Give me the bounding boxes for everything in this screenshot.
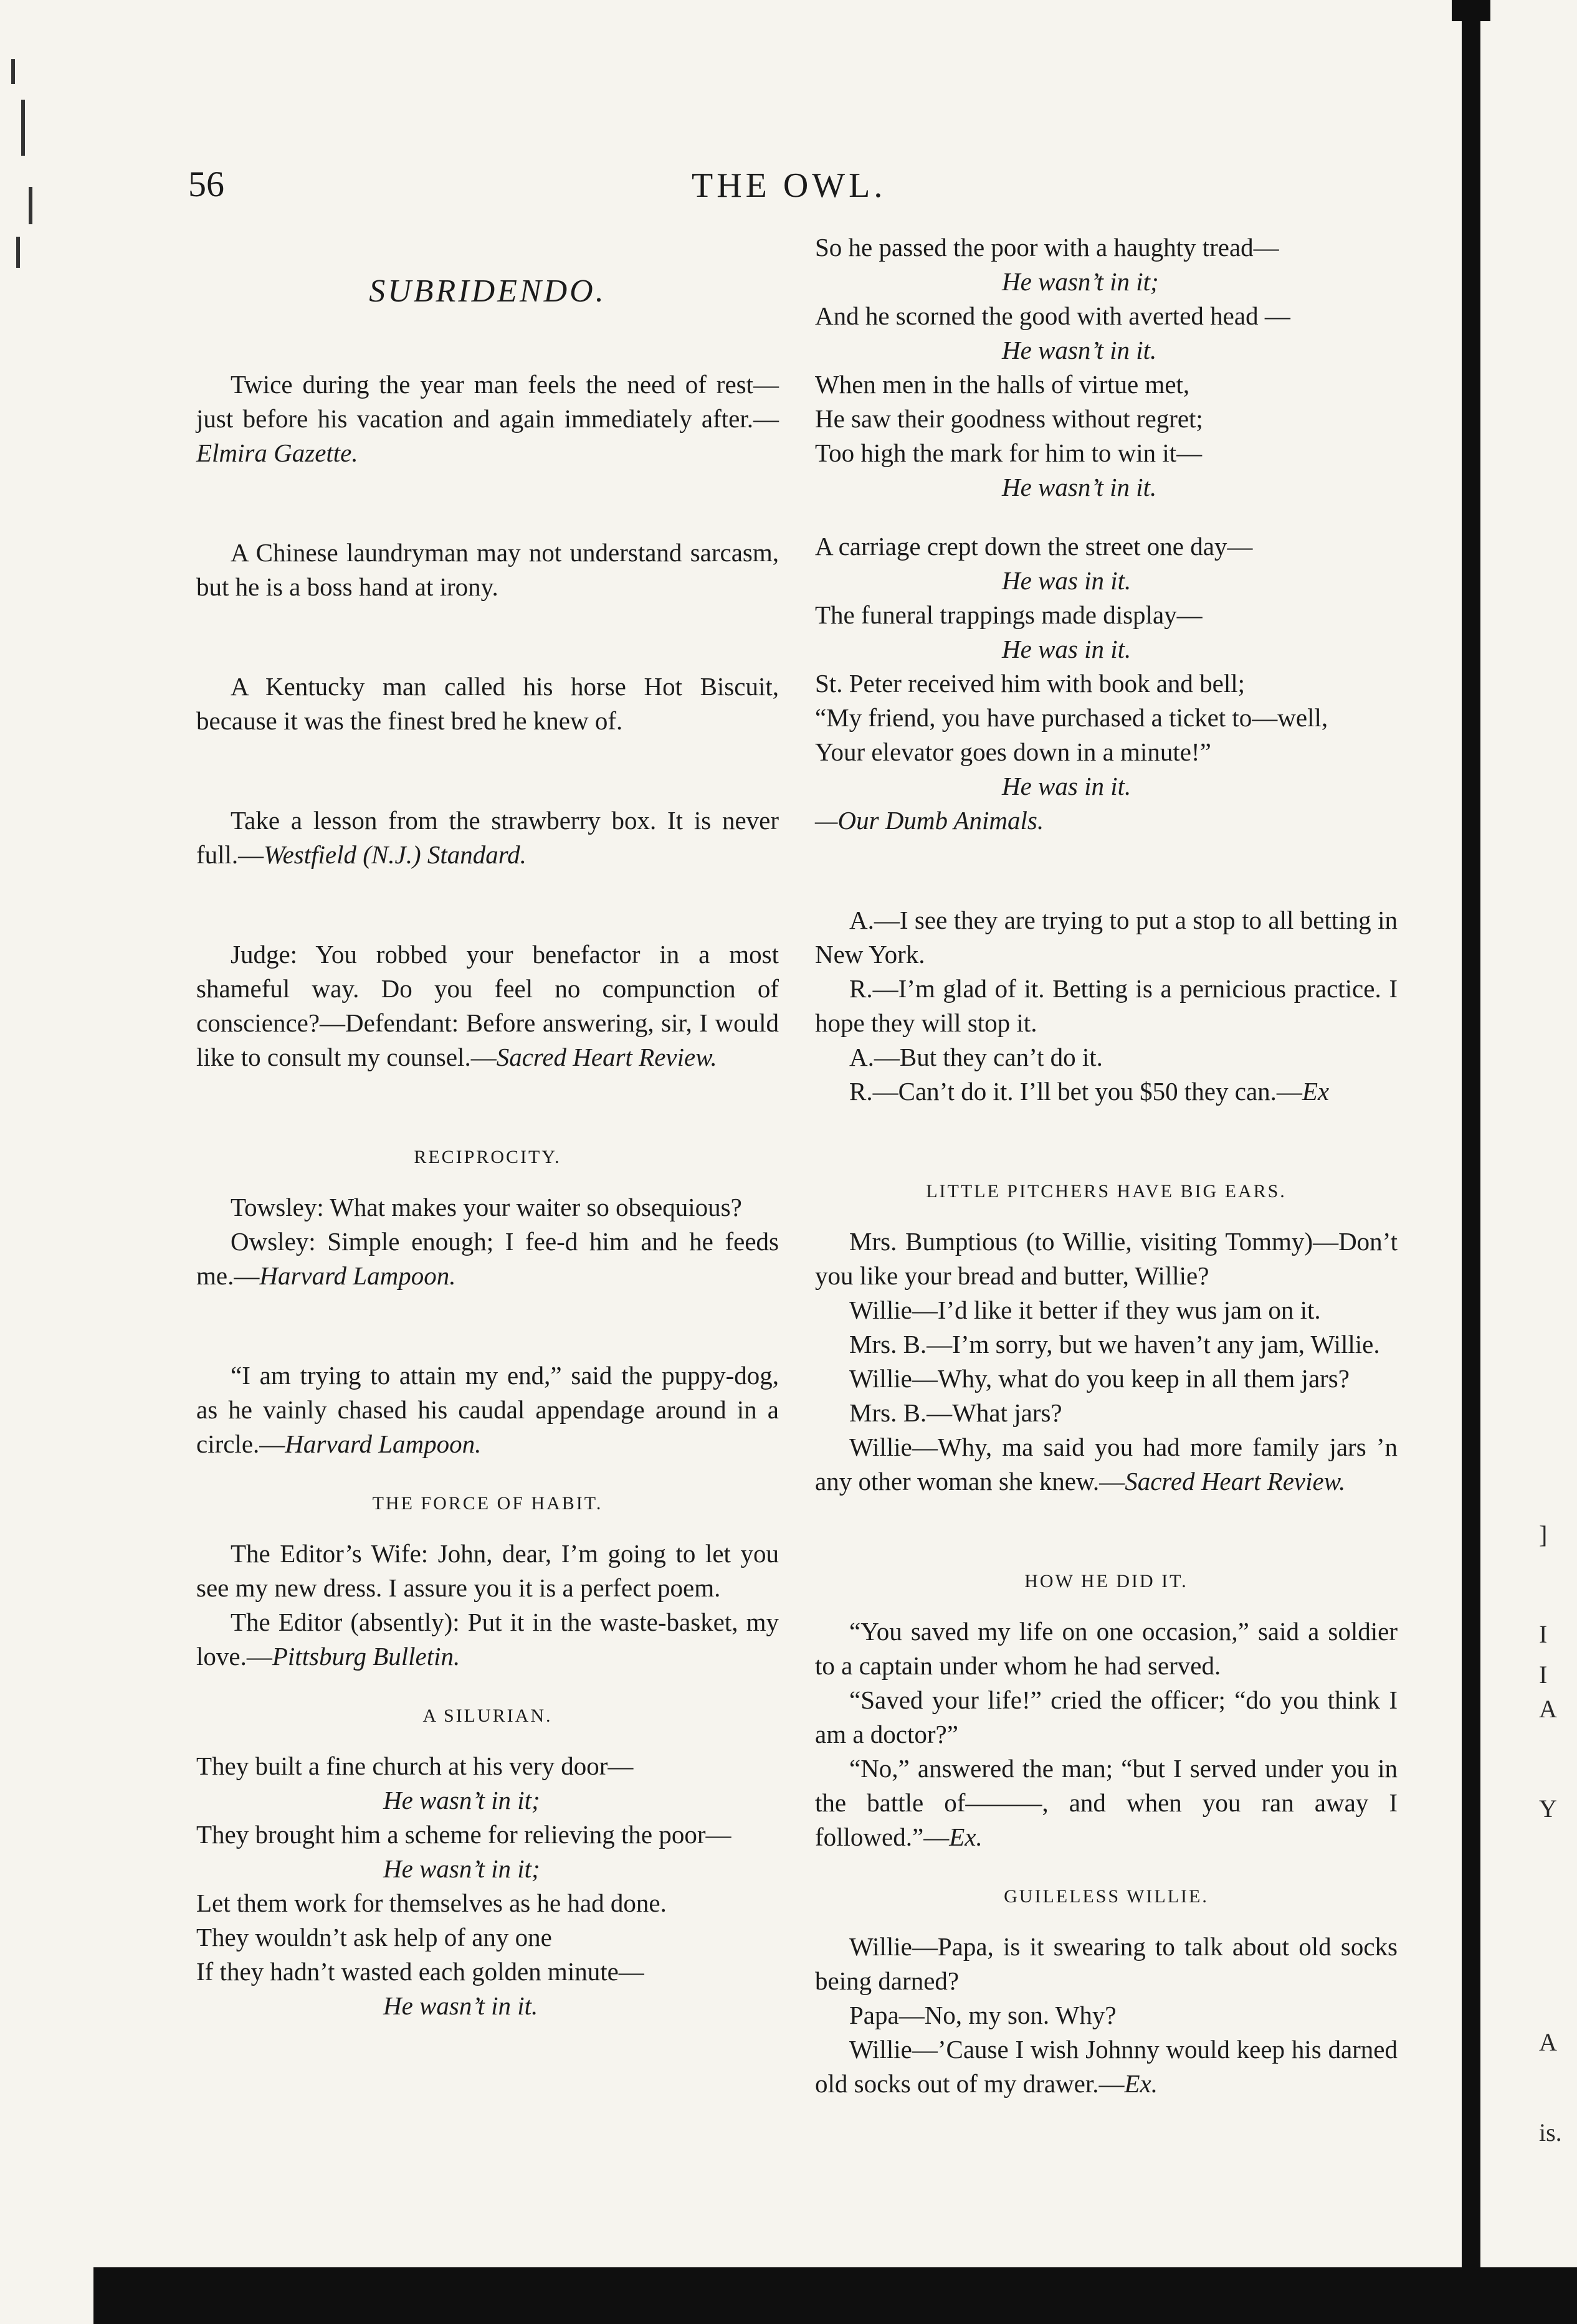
poem-line: They wouldn’t ask help of any one: [196, 1923, 552, 1952]
heading-reciprocity: RECIPROCITY.: [414, 1147, 561, 1167]
edge-speck: [16, 237, 20, 268]
page-number: 56: [188, 164, 224, 204]
dialogue-line: R.—Can’t do it. I’ll bet you $50 they can.—: [849, 1077, 1302, 1106]
dialogue-line: “Saved your life!” cried the officer; “do you think I am a doctor?”: [815, 1686, 1398, 1748]
poem-credit: —Our Dumb Animals.: [815, 806, 1044, 835]
heading-little-pitchers: LITTLE PITCHERS HAVE BIG EARS.: [926, 1181, 1287, 1202]
poem-line: They built a fine church at his very door—: [196, 1752, 634, 1780]
dialogue-line: The Editor (absently): Put it in the waste-basket, my love.—: [196, 1608, 779, 1671]
margin-fragment: ]: [1539, 1520, 1548, 1549]
heading-guileless-willie: GUILELESS WILLIE.: [1004, 1886, 1209, 1907]
margin-fragment: I: [1539, 1661, 1548, 1689]
joke-text: A Chinese laundryman may not understand sarcasm, but he is a boss hand at irony.: [196, 538, 779, 601]
poem-refrain: He wasn’t in it.: [1002, 336, 1157, 364]
right-column: [815, 230, 1398, 2101]
dialogue-line: Towsley: What makes your waiter so obsequious?: [231, 1193, 742, 1221]
dialogue-line: Owsley: Simple enough; I fee-d him and he feeds me.—: [196, 1227, 779, 1290]
heading-how-he-did-it: HOW HE DID IT.: [1024, 1571, 1188, 1591]
dialogue-line: Willie—Papa, is it swearing to talk about old socks being darned?: [815, 1932, 1398, 1995]
edge-speck: [21, 100, 25, 156]
left-column: [196, 230, 779, 2023]
dialogue-line: Willie—’Cause I wish Johnny would keep his darned old socks out of my drawer.—: [815, 2035, 1398, 2098]
habit-dialogue: [196, 1537, 779, 1674]
dialogue-source: Ex: [1302, 1077, 1330, 1106]
dialogue-line: Willie—Why, what do you keep in all them jars?: [849, 1364, 1350, 1393]
betting-dialogue: [815, 903, 1398, 1109]
poem-line: “My friend, you have purchased a ticket to—well,: [815, 703, 1328, 732]
dialogue-line: “You saved my life on one occasion,” said a soldier to a captain under whom he had served.: [815, 1617, 1398, 1680]
reciprocity-dialogue: [196, 1190, 779, 1293]
dialogue-source: Ex.: [949, 1823, 983, 1851]
joke-source: Harvard Lampoon.: [285, 1430, 482, 1458]
poem-stanza-carriage: [815, 529, 1398, 838]
poem-line: A carriage crept down the street one day—: [815, 532, 1253, 561]
dialogue-line: A.—I see they are trying to put a stop to all betting in New York.: [815, 906, 1398, 969]
poem-line: Too high the mark for him to win it—: [815, 439, 1203, 467]
dialogue-line: Willie—Why, ma said you had more family jars ’n any other woman she knew.—: [815, 1433, 1398, 1496]
poem-refrain: He wasn’t in it.: [1002, 473, 1157, 501]
dialogue-source: Pittsburg Bulletin.: [272, 1642, 460, 1671]
poem-refrain: He wasn’t in it;: [383, 1786, 540, 1814]
margin-fragment: Y: [1539, 1795, 1557, 1823]
poem-refrain: He wasn’t in it;: [1002, 267, 1159, 296]
dialogue-line: “No,” answered the man; “but I served under you in the battle of———, and when you ran away I followed.”—: [815, 1754, 1398, 1851]
margin-fragment: A: [1539, 1695, 1557, 1723]
dialogue-line: Mrs. Bumptious (to Willie, visiting Tommy)—Don’t you like your bread and butter, Willie?: [815, 1227, 1398, 1290]
poem-refrain: He was in it.: [1002, 635, 1132, 663]
heading-silurian: A SILURIAN.: [422, 1705, 553, 1726]
dialogue-line: Mrs. B.—What jars?: [849, 1398, 1062, 1427]
pitchers-dialogue: [815, 1225, 1398, 1499]
joke-text: Judge: You robbed your benefactor in a most shameful way. Do you feel no compunction of conscience?—Defendant: Before answering, sir, I would like to consult my counsel.—: [196, 940, 779, 1071]
poem-line: They brought him a scheme for relieving the poor—: [196, 1820, 731, 1849]
joke-laundryman: [196, 536, 779, 604]
margin-fragment: is.: [1539, 2118, 1562, 2146]
poem-line: He saw their goodness without regret;: [815, 404, 1203, 433]
poem-silurian: [196, 1749, 779, 2023]
joke-judge: [196, 937, 779, 1074]
joke-text: A Kentucky man called his horse Hot Biscuit, because it was the finest bred he knew of.: [196, 672, 779, 735]
dialogue-source: Ex.: [1124, 2069, 1158, 2098]
poem-line: So he passed the poor with a haughty tread—: [815, 233, 1279, 262]
dialogue-source: Harvard Lampoon.: [259, 1261, 456, 1290]
dialogue-line: R.—I’m glad of it. Betting is a pernicious practice. I hope they will stop it.: [815, 974, 1398, 1037]
edge-speck: [11, 59, 15, 84]
poem-line: And he scorned the good with averted head —: [815, 301, 1290, 330]
guileless-dialogue: [815, 1930, 1398, 2101]
poem-line: St. Peter received him with book and bell;: [815, 669, 1246, 698]
dialogue-source: Sacred Heart Review.: [1125, 1467, 1346, 1496]
poem-refrain: He wasn’t in it;: [383, 1854, 540, 1883]
binding-edge: [1462, 0, 1480, 2324]
dialogue-line: Mrs. B.—I’m sorry, but we haven’t any jam, Willie.: [849, 1330, 1380, 1359]
joke-puppy: [196, 1359, 779, 1461]
poem-refrain: He wasn’t in it.: [383, 1991, 538, 2020]
joke-text: Twice during the year man feels the need of rest—just before his vacation and again immediately after.—: [196, 370, 779, 433]
scan-bottom-edge: [93, 2267, 1577, 2324]
joke-vacation: [196, 368, 779, 470]
joke-text: “I am trying to attain my end,” said the puppy-dog, as he vainly chased his caudal appendage around in a circle.—: [196, 1361, 779, 1458]
joke-source: Elmira Gazette.: [196, 439, 358, 467]
joke-source: Westfield (N.J.) Standard.: [264, 840, 526, 869]
edge-speck: [29, 187, 32, 224]
dialogue-line: The Editor’s Wife: John, dear, I’m going to let you see my new dress. I assure you it is a perfect poem.: [196, 1539, 779, 1602]
poem-line: Let them work for themselves as he had done.: [196, 1889, 667, 1917]
joke-source: Sacred Heart Review.: [496, 1043, 717, 1071]
dialogue-line: A.—But they can’t do it.: [849, 1043, 1103, 1071]
how-dialogue: [815, 1615, 1398, 1854]
poem-line: If they hadn’t wasted each golden minute—: [196, 1957, 644, 1986]
joke-horse: [196, 670, 779, 738]
poem-refrain: He was in it.: [1002, 566, 1132, 595]
poem-line: Your elevator goes down in a minute!”: [815, 738, 1211, 766]
heading-force-of-habit: THE FORCE OF HABIT.: [372, 1493, 603, 1514]
dialogue-line: Papa—No, my son. Why?: [849, 2001, 1117, 2029]
joke-strawberry: [196, 804, 779, 872]
poem-line: When men in the halls of virtue met,: [815, 370, 1190, 399]
dialogue-line: Willie—I’d like it better if they wus jam on it.: [849, 1296, 1321, 1324]
poem-continued: [815, 230, 1398, 505]
poem-line: The funeral trappings made display—: [815, 600, 1203, 629]
running-title: THE OWL.: [692, 166, 887, 205]
poem-refrain: He was in it.: [1002, 772, 1132, 800]
margin-fragment: I: [1539, 1620, 1548, 1648]
margin-fragment: A: [1539, 2028, 1557, 2056]
section-title: SUBRIDENDO.: [369, 273, 606, 309]
joke-text: Take a lesson from the strawberry box. It is never full.—: [196, 806, 779, 869]
